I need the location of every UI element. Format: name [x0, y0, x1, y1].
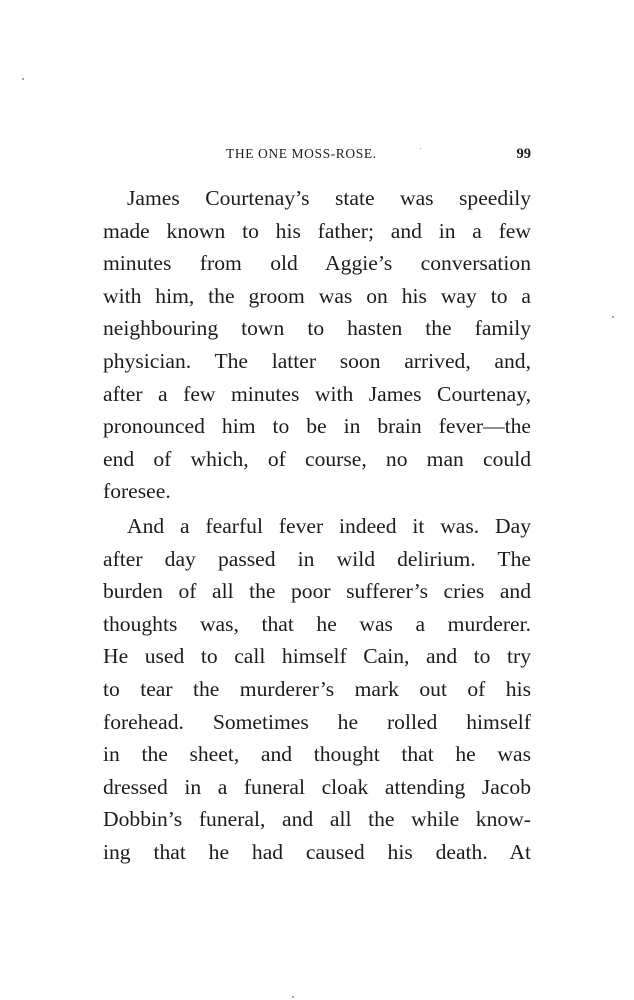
paragraph: [103, 182, 531, 508]
text-line: Dobbin’s funeral, and all the while know-: [103, 807, 531, 832]
running-head: [103, 146, 531, 166]
text-line: pronounced him to be in brain fever—the: [103, 414, 531, 439]
text-line: foresee.: [103, 479, 171, 504]
text-line: thoughts was, that he was a murderer.: [103, 611, 531, 636]
text-line: neighbouring town to hasten the family: [103, 316, 531, 341]
text-line: He used to call himself Cain, and to try: [103, 644, 531, 669]
text-line: dressed in a funeral cloak attending Jacob: [103, 774, 531, 799]
text-line: with him, the groom was on his way to a: [103, 283, 531, 308]
text-line: made known to his father; and in a few: [103, 218, 531, 243]
page-number: 99: [516, 146, 531, 162]
text-line: physician. The latter soon arrived, and,: [103, 348, 531, 373]
text-line: forehead. Sometimes he rolled himself: [103, 709, 531, 734]
paragraph: [103, 510, 531, 869]
text-line: And a fearful fever indeed it was. Day: [127, 513, 531, 538]
text-line: to tear the murderer’s mark out of his: [103, 676, 531, 701]
text-line: after a few minutes with James Courtenay,: [103, 381, 531, 406]
text-line: minutes from old Aggie’s conversation: [103, 251, 531, 276]
text-line: in the sheet, and thought that he was: [103, 742, 531, 767]
text-line: ing that he had caused his death. At: [103, 839, 531, 864]
body-text: [103, 182, 531, 868]
text-line: end of which, of course, no man could: [103, 446, 531, 471]
text-line: James Courtenay’s state was speedily: [127, 186, 531, 210]
text-line: after day passed in wild delirium. The: [103, 546, 531, 571]
text-line: burden of all the poor sufferer’s cries and: [103, 579, 531, 604]
running-title: THE ONE MOSS-ROSE.: [226, 146, 377, 161]
